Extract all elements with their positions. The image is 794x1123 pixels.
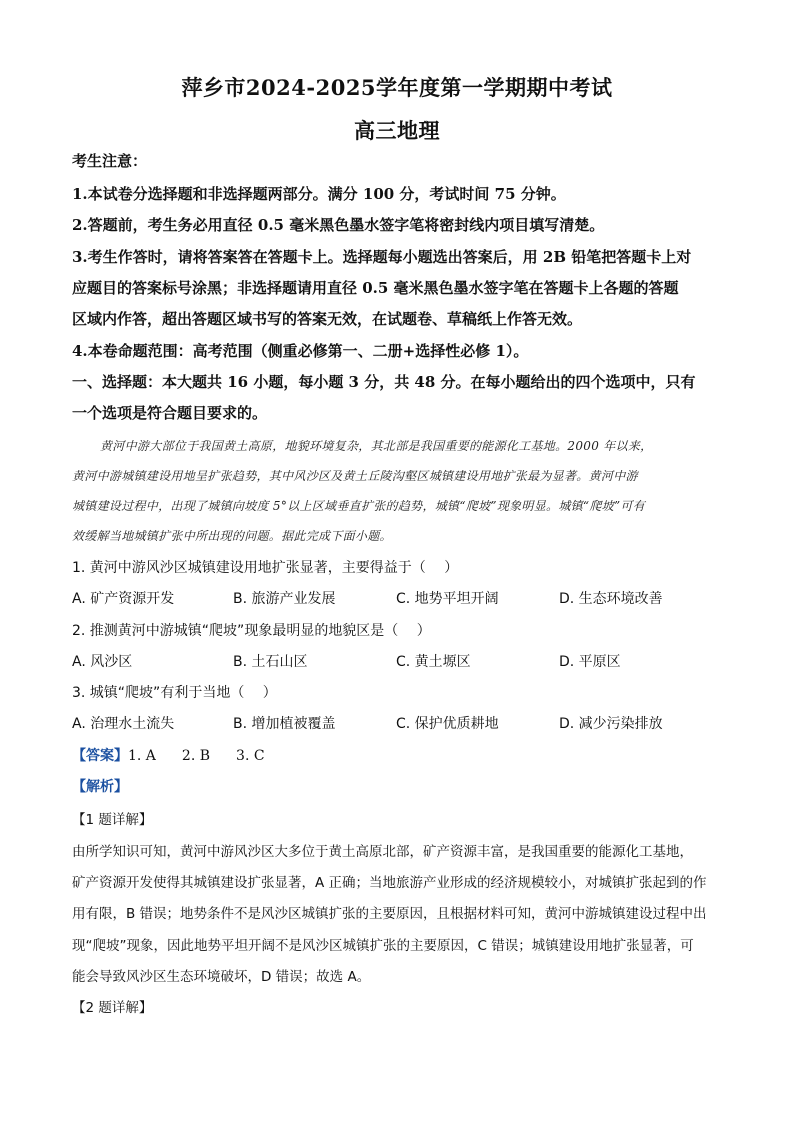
section-heading-cont: 一个选项是符合题目要求的。: [72, 404, 268, 422]
exam-subtitle: 高三地理: [354, 118, 440, 143]
notice-item-1: 1.本试卷分选择题和非选择题两部分。满分 100 分，考试时间 75 分钟。: [72, 185, 566, 203]
question-1-option-a: A. 矿产资源开发: [72, 591, 175, 607]
passage-line-2: 黄河中游城镇建设用地呈扩张趋势，其中风沙区及黄土丘陵沟壑区城镇建设用地扩张最为显著。黄河中游: [72, 469, 638, 483]
question-3-stem: 3. 城镇“爬坡”有利于当地（ ）: [72, 685, 277, 701]
analysis-row: [72, 776, 732, 796]
answer-row: [72, 745, 732, 765]
detail-2-label: 【2 题详解】: [72, 1000, 153, 1016]
question-3-option-b: B. 增加植被覆盖: [233, 716, 336, 732]
section-heading: 一、选择题：本大题共 16 小题，每小题 3 分，共 48 分。在每小题给出的四个选项中，只有: [72, 373, 696, 391]
question-2-option-c: C. 黄土塬区: [396, 654, 471, 670]
detail-1-line-4: 现“爬坡”现象，因此地势平坦开阔不是风沙区城镇扩张的主要原因，C 错误；城镇建设用地扩张显著，可: [72, 938, 694, 954]
answer-2: 2. B: [181, 748, 211, 764]
detail-1-line-2: 矿产资源开发使得其城镇建设扩张显著，A 正确；当地旅游产业形成的经济规模较小，对城镇扩张起到的作: [72, 875, 707, 891]
passage-line-3: 城镇建设过程中，出现了城镇向坡度 5°以上区域垂直扩张的趋势，城镇“爬坡”现象明显。城镇“爬坡”可有: [72, 499, 645, 513]
question-2-option-d: D. 平原区: [559, 654, 621, 670]
question-3-option-a: A. 治理水土流失: [72, 716, 175, 732]
question-1-option-d: D. 生态环境改善: [559, 591, 663, 607]
notice-item-3-cont: 应题目的答案标号涂黑；非选择题请用直径 0.5 毫米黑色墨水签字笔在答题卡上各题的答题: [72, 279, 679, 297]
notice-heading: 考生注意：: [72, 152, 148, 170]
question-2-option-a: A. 风沙区: [72, 654, 133, 670]
detail-1-label: 【1 题详解】: [72, 812, 153, 828]
notice-item-2: 2.答题前，考生务必用直径 0.5 毫米黑色墨水签字笔将密封线内项目填写清楚。: [72, 216, 605, 234]
question-3-option-c: C. 保护优质耕地: [396, 716, 499, 732]
question-1-option-b: B. 旅游产业发展: [233, 591, 336, 607]
detail-1-line-3: 用有限，B 错误；地势条件不是风沙区城镇扩张的主要原因，且根据材料可知，黄河中游城镇建设过程中出: [72, 906, 707, 922]
question-3-option-d: D. 减少污染排放: [559, 716, 663, 732]
answer-1: 1. A: [128, 748, 156, 764]
notice-item-3: 3.考生作答时，请将答案答在答题卡上。选择题每小题选出答案后，用 2B 铅笔把答题卡上对: [72, 248, 692, 266]
question-1-stem: 1. 黄河中游风沙区城镇建设用地扩张显著，主要得益于（ ）: [72, 560, 459, 576]
question-2-option-b: B. 土石山区: [233, 654, 308, 670]
detail-1-line-5: 能会导致风沙区生态环境破坏，D 错误；故选 A。: [72, 969, 371, 985]
question-1-option-c: C. 地势平坦开阔: [396, 591, 499, 607]
notice-item-3-cont2: 区域内作答，超出答题区域书写的答案无效，在试题卷、草稿纸上作答无效。: [72, 310, 583, 328]
exam-title: 萍乡市2024-2025学年度第一学期期中考试: [181, 75, 613, 100]
answer-3: 3. C: [236, 748, 265, 764]
passage-line-1: 黄河中游大部位于我国黄土高原，地貌环境复杂，其北部是我国重要的能源化工基地。2000 年以来，: [100, 439, 653, 453]
analysis-label: 【解析】: [72, 779, 128, 795]
question-2-stem: 2. 推测黄河中游城镇“爬坡”现象最明显的地貌区是（ ）: [72, 623, 431, 639]
detail-1-line-1: 由所学知识可知，黄河中游风沙区大多位于黄土高原北部，矿产资源丰富，是我国重要的能源化工基地，: [72, 844, 693, 860]
notice-item-4: 4.本卷命题范围：高考范围（侧重必修第一、二册+选择性必修 1）。: [72, 342, 529, 360]
answer-label: 【答案】: [72, 748, 128, 764]
passage-line-4: 效缓解当地城镇扩张中所出现的问题。据此完成下面小题。: [72, 529, 392, 543]
